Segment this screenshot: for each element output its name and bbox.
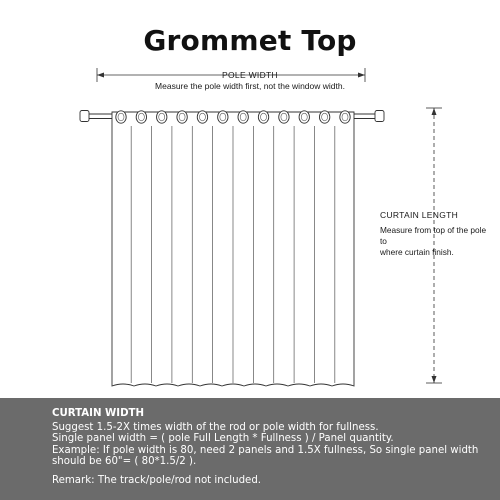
grommet-ring — [116, 111, 126, 123]
grommet-ring — [177, 111, 187, 123]
curtain-length-label: CURTAIN LENGTH — [380, 210, 459, 220]
info-line-2: Single panel width = ( pole Full Length * Fullness ) / Panel quantity. — [52, 433, 394, 444]
page-title: Grommet Top — [143, 24, 357, 57]
info-heading: CURTAIN WIDTH — [52, 408, 144, 419]
curtain-length-note-line1: Measure from top of the pole to — [380, 225, 487, 246]
pole-width-note: Measure the pole width first, not the window width. — [155, 81, 345, 91]
grommet-ring — [197, 111, 207, 123]
curtain-width-info — [0, 398, 500, 500]
grommet-ring — [299, 111, 309, 123]
grommet-ring — [136, 111, 146, 123]
info-line-1: Suggest 1.5-2X times width of the rod or pole width for fullness. — [52, 421, 379, 433]
grommet-ring — [238, 111, 248, 123]
grommet-ring — [218, 111, 228, 123]
grommet-ring — [340, 111, 350, 123]
info-remark: Remark: The track/pole/rod not included. — [52, 474, 262, 486]
pole-width-label: POLE WIDTH — [222, 70, 278, 80]
info-line-3: Example: If pole width is 80, need 2 panels and 1.5X fullness, So single panel width — [52, 444, 479, 456]
curtain-length-note-line2: where curtain finish. — [380, 247, 454, 257]
grommet-ring — [319, 111, 329, 123]
curtain-length-note — [380, 225, 492, 258]
grommet-ring — [279, 111, 289, 123]
grommet-ring — [157, 111, 167, 123]
info-line-4: should be 60"= ( 80*1.5/2 ). — [52, 456, 197, 467]
grommet-ring — [258, 111, 268, 123]
